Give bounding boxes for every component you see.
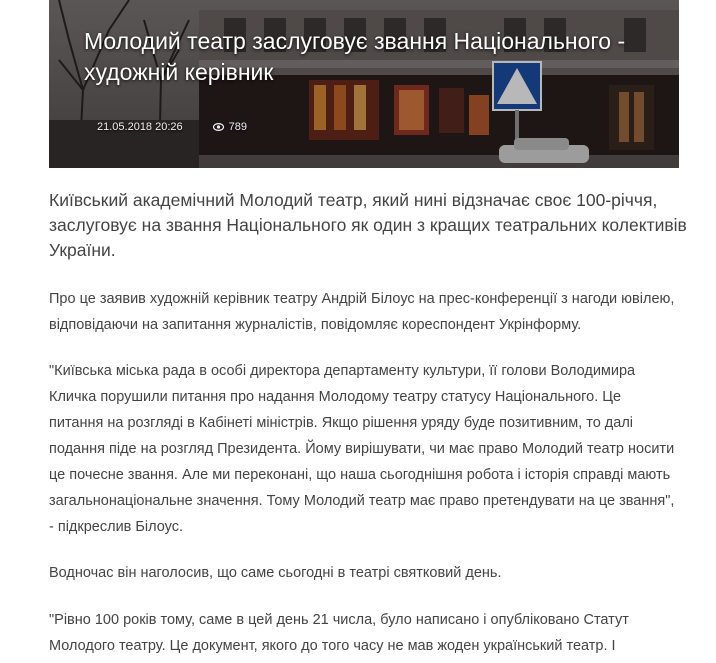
article-paragraph: "Київська міська рада в особі директора департаменту культури, її голови Володимира Кличка порушили питання про надання Молодому театру статусу Національного. Це питання на розгляді в Кабінеті міністрів. Якщо рішення уряду буде позитивним, то далі подання піде на розгляд Президента. Йому вирішувати, чи має право Молодий театр носити це почесне звання. Але ми переконані, що наша сьогоднішня робота і історія справді мають загальнонаціональне значення. Тому Молодий театр має право претендувати на це звання", - підкреслив Білоус.: [49, 363, 675, 535]
article-paragraph: Водночас він наголосив, що саме сьогодні в театрі святковий день.: [49, 565, 502, 581]
article-title: Молодий театр заслуговує звання Національного - художній керівник: [84, 28, 626, 85]
article-lead: Київський академічний Молодий театр, який нині відзначає своє 100-річчя, заслуговує на звання Національного як один з кращих театральних колективів України.: [49, 190, 687, 260]
view-count: [213, 121, 247, 133]
publish-date: 21.05.2018 20:26: [97, 121, 183, 133]
article-paragraph: Про це заявив художній керівник театру Андрій Білоус на прес-конференції з нагоди ювілею, відповідаючи на запитання журналістів, повідомляє кореспондент Укрінформу.: [49, 291, 675, 333]
article-meta: [97, 121, 247, 133]
view-count-value: 789: [228, 121, 247, 133]
eye-icon: [213, 123, 224, 131]
hero-image[interactable]: [49, 0, 679, 168]
article-paragraph: "Рівно 100 років тому, саме в цей день 21 числа, було написано і опубліковано Статут Молодого театру. Це документ, якого до того часу не мав жоден український театр. І: [49, 612, 629, 654]
